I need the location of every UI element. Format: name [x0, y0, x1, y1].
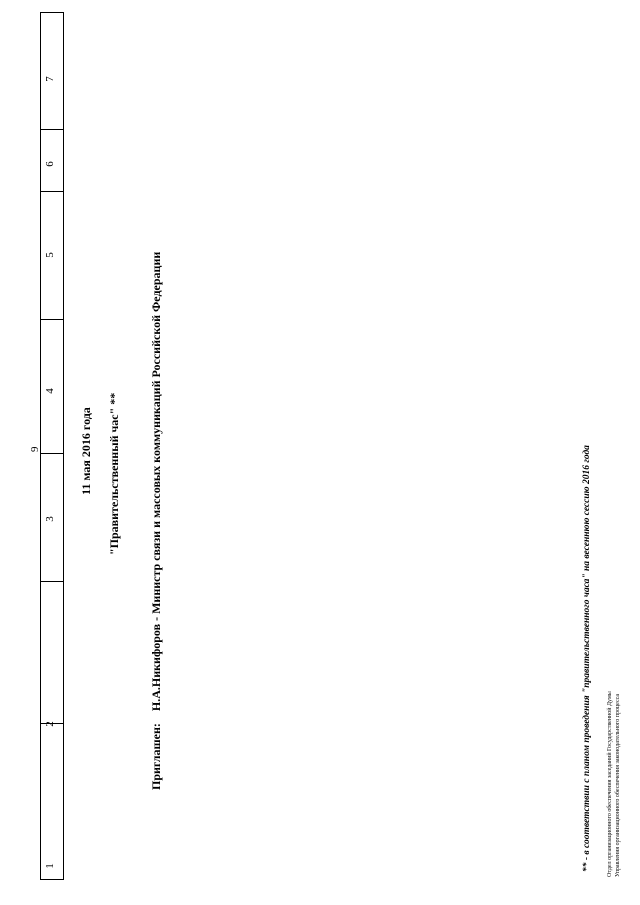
footer-line-1: Отдел организационного обеспечения заседаний Государственной Думы	[607, 691, 613, 877]
footnote: ** - в соответствии с планом проведения "правительственного часа" на весеннюю сессию 2016 года	[582, 445, 592, 872]
section-title: "Правительственный час" **	[107, 392, 121, 555]
column-number: 4	[43, 388, 56, 394]
invited-person: Н.А.Никифоров - Министр связи и массовых коммуникаций Российской Федерации	[149, 251, 163, 712]
column-number: 3	[43, 516, 56, 522]
page-number: 9	[29, 446, 41, 452]
session-date: 11 мая 2016 года	[79, 407, 93, 495]
footer-line-2: Управления организационного обеспечения законодательного процесса	[615, 693, 621, 877]
column-number: 2	[43, 721, 56, 727]
invited-line	[150, 252, 162, 790]
column-number: 6	[43, 161, 56, 167]
column-header-table	[40, 12, 64, 880]
column-number: 7	[43, 76, 56, 82]
invited-label: Приглашен:	[149, 723, 163, 790]
column-number: 1	[43, 863, 56, 869]
column-number: 5	[43, 252, 56, 258]
